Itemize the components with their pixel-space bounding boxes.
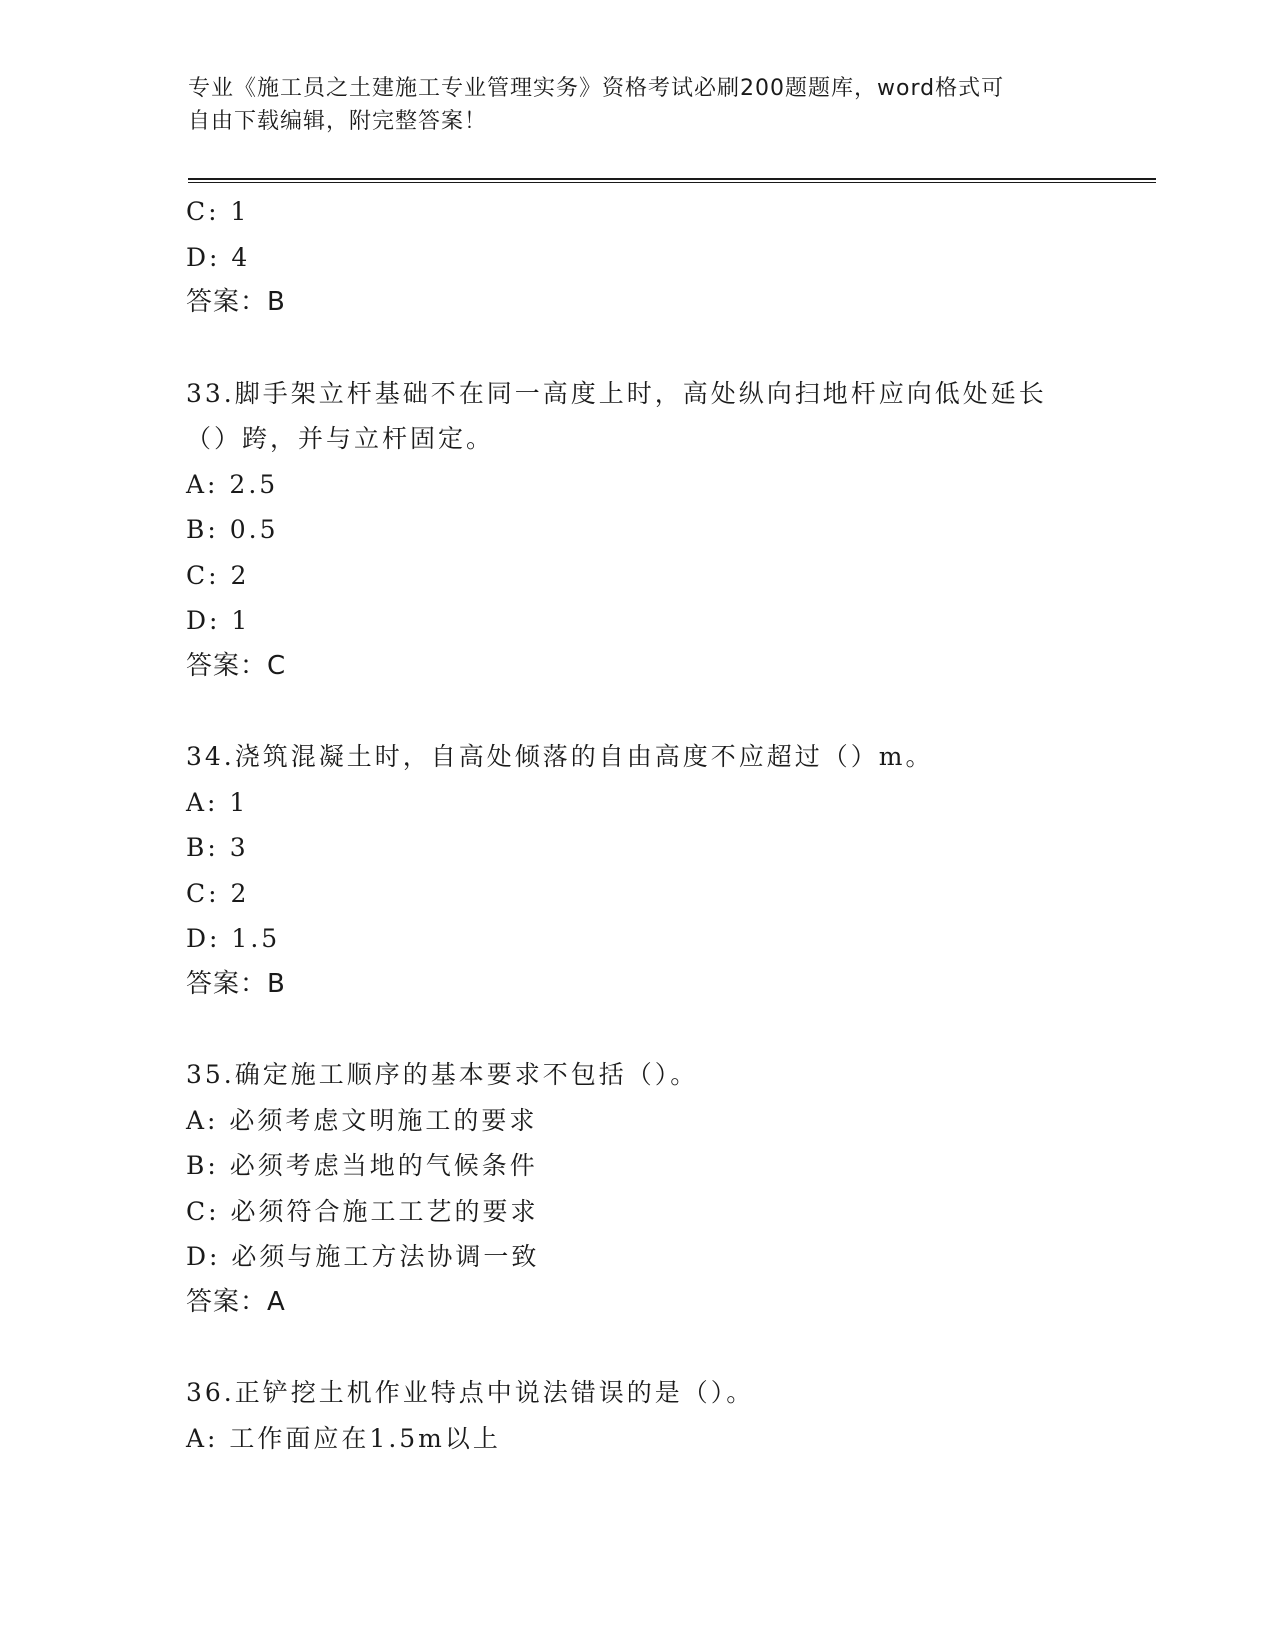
option-c: C: 2 — [186, 878, 250, 908]
header-title-line-1: 专业《施工员之土建施工专业管理实务》资格考试必刷200题题库，word格式可 — [188, 76, 1005, 101]
question-spacer — [186, 1007, 1106, 1052]
answer: 答案：C — [186, 650, 287, 681]
option-a: A: 必须考虑文明施工的要求 — [186, 1105, 538, 1135]
question-stem: 36.正铲挖土机作业特点中说法错误的是（）。 — [186, 1378, 755, 1407]
prev-answer: 答案：B — [186, 287, 286, 317]
question-stem: 35.确定施工顺序的基本要求不包括（）。 — [186, 1060, 699, 1089]
option-a: A: 2.5 — [186, 469, 279, 499]
question-spacer — [186, 689, 1106, 734]
answer: 答案：B — [186, 968, 286, 999]
option-d: D: 1.5 — [186, 924, 281, 953]
prev-option-d: D: 4 — [186, 242, 251, 272]
question-34 — [186, 734, 1106, 1007]
question-stem: 33.脚手架立杆基础不在同一高度上时，高处纵向扫地杆应向低处延长 — [186, 378, 1047, 408]
question-36 — [186, 1370, 1106, 1461]
option-b: B: 必须考虑当地的气候条件 — [186, 1151, 538, 1180]
question-33 — [186, 371, 1106, 690]
question-spacer — [186, 1325, 1106, 1370]
question-35 — [186, 1052, 1106, 1325]
option-a: A: 1 — [186, 787, 249, 817]
option-c: C: 2 — [186, 560, 250, 590]
question-stem: 34.浇筑混凝土时，自高处倾落的自由高度不应超过（）m。 — [186, 742, 934, 771]
header-title-line-2: 自由下载编辑，附完整答案！ — [188, 109, 488, 134]
document-header — [188, 72, 1068, 138]
question-stem-continued: （）跨，并与立杆固定。 — [186, 424, 495, 453]
option-d: D: 1 — [186, 606, 251, 635]
option-c: C: 必须符合施工工艺的要求 — [186, 1196, 539, 1226]
header-divider — [188, 178, 1156, 183]
option-d: D: 必须与施工方法协调一致 — [186, 1242, 540, 1271]
option-b: B: 0.5 — [186, 515, 279, 544]
question-spacer — [186, 326, 1106, 371]
option-a: A: 工作面应在1.5m以上 — [186, 1423, 501, 1453]
option-b: B: 3 — [186, 833, 249, 862]
question-content — [186, 189, 1106, 1461]
prev-option-c: C: 1 — [186, 197, 250, 226]
answer: 答案：A — [186, 1286, 286, 1317]
